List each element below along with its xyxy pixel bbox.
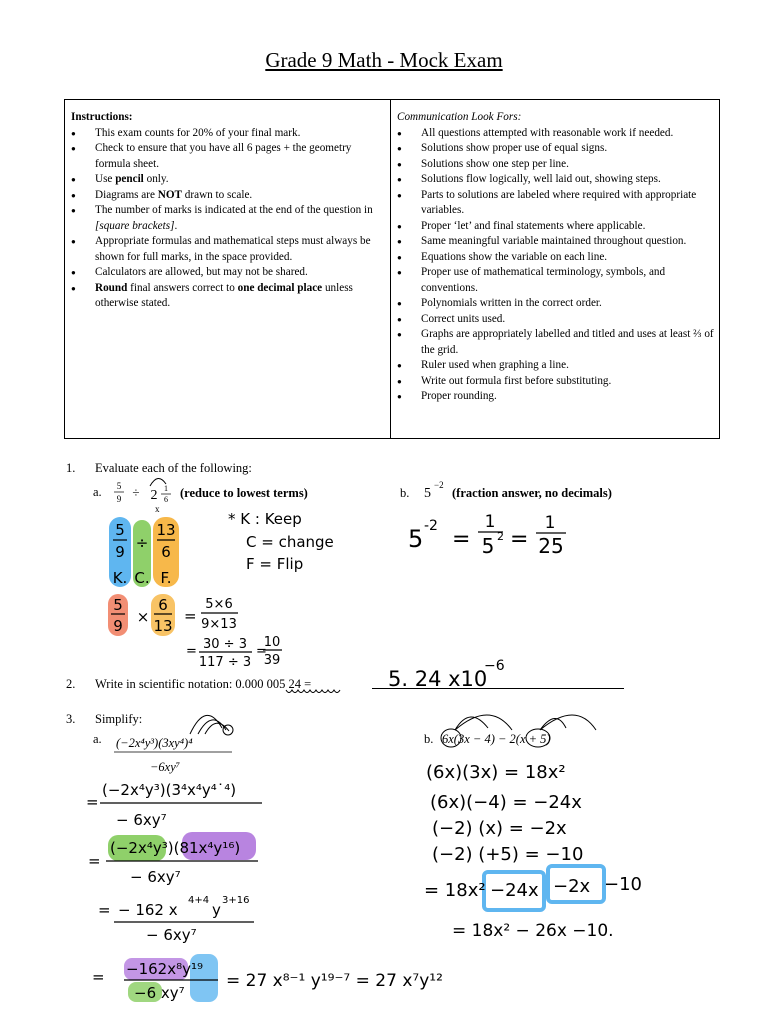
q3a-l3-num: − 162 x <box>118 901 178 919</box>
instruction-text: only. <box>143 173 169 185</box>
q3a-numerator: (−2x⁴y³)(3xy⁴)⁴ <box>116 736 193 750</box>
q2-answer: 5. 24 x10 <box>388 667 488 691</box>
lookfor-item: ● Correct units used. <box>397 312 714 328</box>
q3b-l5d: −10 <box>604 874 642 895</box>
q1b-mid-num: 1 <box>484 512 496 532</box>
q3a-l4-den: −6 xy⁷ <box>134 984 185 1002</box>
q1a-divide: ÷ <box>132 485 140 500</box>
q3a-denominator: −6xy⁷ <box>150 760 181 774</box>
instruction-text: NOT <box>157 188 182 201</box>
q1b-base: 5 <box>424 486 431 501</box>
instruction-text: unless otherwise stated. <box>95 281 353 309</box>
eq-sign-4: = <box>452 527 471 552</box>
lookfor-item: ● Same meaningful variable maintained throughout question. <box>397 234 714 250</box>
q1b-work-exp: -2 <box>424 518 438 534</box>
q3a-l2-den: − 6xy⁷ <box>130 868 181 886</box>
q3a-l3-exp: 4+4 <box>188 895 210 906</box>
instruction-text: pencil <box>115 173 144 185</box>
lookfor-item: ● Polynomials written in the correct order. <box>397 296 714 312</box>
lookfors-heading: Communication Look Fors: <box>397 111 522 123</box>
lookfor-item: ● Proper use of mathematical terminology, symbols, and conventions. <box>397 265 714 296</box>
instruction-text: The number of marks is indicated at the end of the question in <box>95 204 373 216</box>
kcf-op: ÷ <box>135 534 149 552</box>
kcf-k: K. <box>112 569 128 587</box>
eq2-num: 30 ÷ 3 <box>203 637 247 652</box>
instructions-heading: Instructions: <box>71 111 133 123</box>
kcf-f: F. <box>160 569 172 587</box>
page-title: Grade 9 Math - Mock Exam <box>265 48 503 72</box>
instruction-text: . <box>174 219 178 232</box>
mul-op: × <box>136 608 150 626</box>
q1b-note: (fraction answer, no decimals) <box>452 486 612 500</box>
eq3-num: 10 <box>263 635 281 650</box>
q1b-work-base: 5 <box>408 525 424 553</box>
instruction-text: Check to ensure that you have all 6 pages + the geometry formula sheet. <box>95 142 352 170</box>
eq1-den: 9×13 <box>201 617 237 632</box>
q2-prompt: Write in scientific notation: 0.000 005 24 = <box>95 677 312 691</box>
instruction-text: Diagrams are <box>95 188 158 201</box>
legend-change: C = change <box>246 533 334 551</box>
q3b-l2: (6x)(−4) = −24x <box>430 792 582 813</box>
lookfor-item: ● Solutions flow logically, well laid out, showing steps. <box>397 172 714 188</box>
q1-number: 1. <box>66 461 76 475</box>
q2-number: 2. <box>66 677 76 691</box>
q3a-l2-num: (−2x⁴y³)(81x⁴y¹⁶) <box>110 839 241 857</box>
kcf-num1: 5 <box>115 521 125 539</box>
mul-num2: 6 <box>158 596 168 614</box>
lookfor-item: ● Solutions show proper use of equal signs. <box>397 141 714 157</box>
q3a-l4-rest: = 27 x⁸⁻¹ y¹⁹⁻⁷ = 27 x⁷y¹² <box>226 971 443 991</box>
q3a-l3-yexp: 3+16 <box>222 895 250 906</box>
q1a-label: a. <box>93 485 102 499</box>
q1-prompt: Evaluate each of the following: <box>95 461 252 475</box>
kcf-c: C. <box>134 569 150 587</box>
q3b-l5c: −2x <box>553 876 591 897</box>
kcf-num2: 13 <box>156 521 176 539</box>
q3b-label: b. <box>424 732 434 746</box>
lookfor-item: ● Solutions show one step per line. <box>397 157 714 173</box>
q3b-l1: (6x)(3x) = 18x² <box>426 762 566 783</box>
lookfor-item: ● Proper rounding. <box>397 389 714 405</box>
q3-number: 3. <box>66 712 76 726</box>
q1b-exponent: −2 <box>434 480 444 490</box>
mul-den2: 13 <box>153 617 173 635</box>
q1a-frac1-num: 5 <box>116 481 122 491</box>
q3b-l5b: −24x <box>490 880 539 901</box>
q3b-expr: 6x(3x − 4) − 2(x + 5) <box>442 732 551 746</box>
q1a-mixed-den: 6 <box>164 495 168 504</box>
eq3-den: 39 <box>263 653 281 668</box>
eq2-den: 117 ÷ 3 <box>198 655 252 670</box>
q1a-mixed-num: 1 <box>164 484 168 493</box>
mul-num1: 5 <box>113 596 123 614</box>
q3a-l3-y: y <box>212 901 221 919</box>
kcf-den1: 9 <box>115 543 125 561</box>
q3a-l1-den: − 6xy⁷ <box>116 811 167 829</box>
eq-sign-1: = <box>184 607 197 625</box>
eq-sign-2: = <box>186 644 197 659</box>
instruction-text: This exam counts for 20% of your final mark. <box>95 126 301 139</box>
q3-prompt: Simplify: <box>95 712 143 726</box>
instruction-text: drawn to scale. <box>182 188 253 201</box>
kcf-den2: 6 <box>161 543 171 561</box>
lookfor-item: ● Proper ‘let’ and final statements where applicable. <box>397 219 714 235</box>
q1a-note: (reduce to lowest terms) <box>180 486 308 500</box>
instruction-text: final answers correct to <box>127 281 238 294</box>
instruction-text: one decimal place <box>237 281 323 294</box>
instruction-text: Use <box>95 173 116 185</box>
q2-answer-exp: −6 <box>484 658 505 674</box>
q3a-eq2: = <box>88 852 101 870</box>
instruction-text: Calculators are allowed, but may not be shared. <box>95 266 308 278</box>
q3a-eq1: = <box>86 793 99 811</box>
q1a-whole: 2 <box>150 488 158 503</box>
legend-flip: F = Flip <box>246 555 304 573</box>
q3b-l3: (−2) (x) = −2x <box>432 818 567 839</box>
lookfor-item: ● Write out formula first before substituting. <box>397 374 714 390</box>
eq-sign-5: = <box>510 527 529 552</box>
instruction-text: Round <box>95 281 128 294</box>
q3a-l3-den: − 6xy⁷ <box>146 926 197 944</box>
instruction-text: [square brackets] <box>95 219 175 232</box>
q3a-l1-num: (−2x⁴y³)(3⁴x⁴y⁴˙⁴) <box>102 781 237 799</box>
q3b-l6: = 18x² − 26x −10. <box>452 921 614 941</box>
lookfor-item: ● Equations show the variable on each line. <box>397 250 714 266</box>
q1b-res-num: 1 <box>544 513 556 533</box>
q3a-l4-num: −162x⁸y¹⁹ <box>126 960 203 978</box>
q1b-mid-den: 5 <box>481 534 495 558</box>
q1b-mid-exp: 2 <box>497 530 504 543</box>
mul-den1: 9 <box>113 617 123 635</box>
eq1-num: 5×6 <box>205 597 233 612</box>
q3b-l4: (−2) (+5) = −10 <box>432 844 584 865</box>
instruction-text: Appropriate formulas and mathematical steps must always be shown for full marks, in the space provided. <box>95 235 371 263</box>
lookfor-item: ● Parts to solutions are labeled where required with appropriate variables. <box>397 188 714 219</box>
q3b-l5a: = 18x² <box>424 880 486 901</box>
q3a-eq3: = <box>98 901 111 919</box>
lookfor-item: ● Ruler used when graphing a line. <box>397 358 714 374</box>
q1b-res-den: 25 <box>538 534 564 558</box>
q3a-label: a. <box>93 732 102 746</box>
q1a-frac1-den: 9 <box>116 494 122 504</box>
q1b-label: b. <box>400 486 410 500</box>
distribute-arrows-icon <box>455 715 596 730</box>
lookfor-item: ● All questions attempted with reasonable work if needed. <box>397 126 714 142</box>
lookfor-item: ● Graphs are appropriately labelled and titled and uses at least ⅔ of the grid. <box>397 327 714 358</box>
multiply-mark-icon: x <box>155 504 160 514</box>
q3a-eq4: = <box>92 968 105 986</box>
eq-sign-3: = <box>256 644 267 659</box>
legend-keep: * K : Keep <box>228 510 302 528</box>
q2-answer-line <box>372 688 624 689</box>
